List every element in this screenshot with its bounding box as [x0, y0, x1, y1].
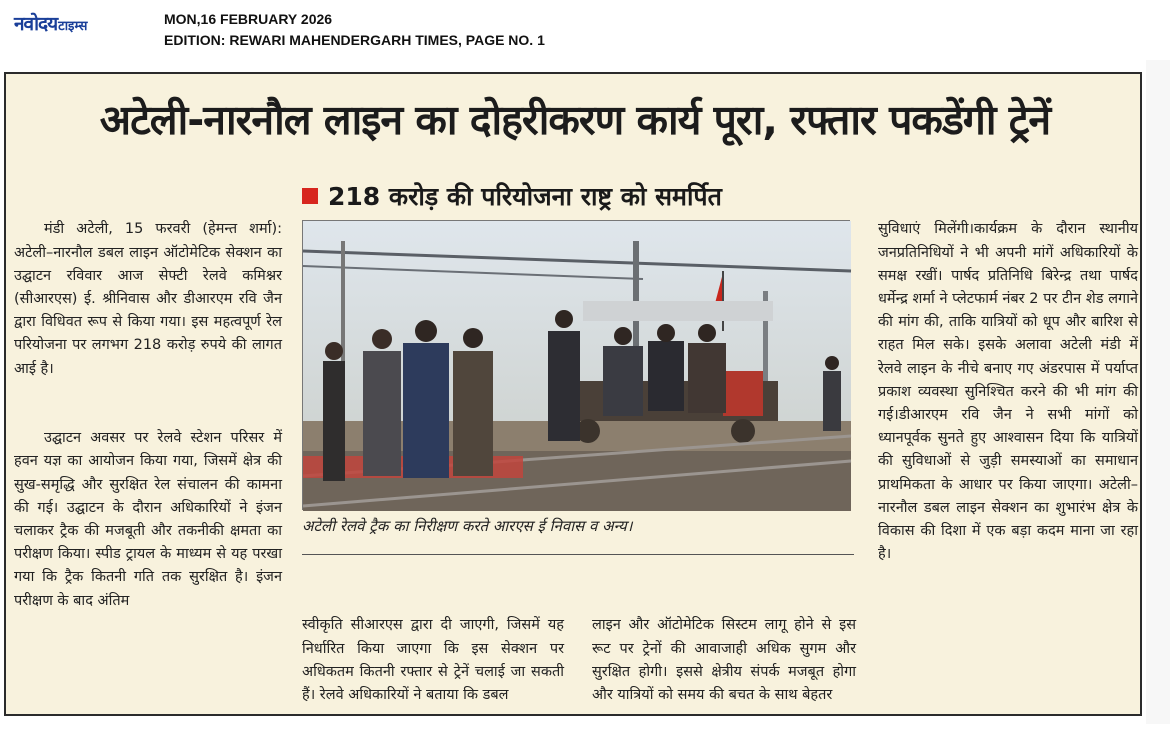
- article-column-mid-2: [592, 568, 861, 754]
- date-line: MON,16 FEBRUARY 2026: [164, 11, 333, 27]
- edition-line: EDITION: REWARI MAHENDERGARH TIMES, PAGE NO. 1: [164, 32, 545, 48]
- logo-sub-text: टाइम्स: [58, 19, 88, 34]
- divider: [302, 554, 854, 555]
- epaper-top-bar: [0, 0, 1170, 60]
- sub-headline: [302, 176, 862, 216]
- paragraph: लाइन और ऑटोमेटिक सिस्टम लागू होने से इस रूट पर ट्रेनों की आवाजाही अधिक सुगम और सुरक्षित होगी। इससे क्षेत्रीय संपर्क मजबूत होगा और यात्रियों को समय की बचत के साथ बेहतर: [592, 617, 861, 704]
- red-square-icon: [302, 188, 318, 204]
- article-column-left: [14, 172, 287, 659]
- paragraph: स्वीकृति सीआरएस द्वारा दी जाएगी, जिसमें यह निर्धारित किया जाएगा कि इस सेक्शन पर अधिकतम कितनी रफ्तार से ट्रेनें चलाई जा सकती हैं। रेलवे अधिकारियों ने बताया कि डबल: [302, 617, 569, 704]
- paragraph: मंडी अटेली, 15 फरवरी (हेमन्त शर्मा): अटेली–नारनौल डबल लाइन ऑटोमेटिक सेक्शन का उद्घाटन रविवार आज सेफ्टी रेलवे कमिश्नर (सीआरएस) ई. श्रीनिवास और डीआरएम रवि जैन द्वारा विधिवत रूप से किया गया। इस महत्वपूर्ण रेल परियोजना पर लगभग 218 करोड़ रुपये की लागत आई है।: [14, 221, 287, 377]
- logo-main-text: नवोदय: [14, 13, 58, 35]
- photo-caption: अटेली रेलवे ट्रैक का निरीक्षण करते आरएस ई निवास व अन्य।: [302, 517, 633, 535]
- page-margin-strip: [1146, 60, 1170, 724]
- publication-logo[interactable]: [14, 10, 136, 34]
- edition-meta: [164, 9, 545, 51]
- newspaper-clipping: [4, 72, 1142, 716]
- sub-headline-text: 218 करोड़ की परियोजना राष्ट्र को समर्पित: [328, 182, 722, 211]
- article-headline: अटेली-नारनौल लाइन का दोहरीकरण कार्य पूरा, रफ्तार पकडेंगी ट्रेनें: [99, 96, 1051, 144]
- article-photo[interactable]: [302, 220, 850, 510]
- article-column-right: [878, 172, 1143, 613]
- paragraph: उद्घाटन अवसर पर रेलवे स्टेशन परिसर में हवन यज्ञ का आयोजन किया गया, जिसमें क्षेत्र की सुख-समृद्धि और सुरक्षित रेल संचालन की कामना की गई। उद्घाटन के दौरान अधिकारियों ने इंजन चलाकर ट्रैक की मजबूती और तकनीकी क्षमता का परीक्षण किया। स्पीड ट्रायल के माध्यम से यह परखा गया कि ट्रैक कितनी गति तक सुरक्षित है। इंजन परीक्षण के बाद अंतिम: [14, 430, 287, 609]
- article-column-mid-1: [302, 568, 569, 754]
- railway-inspection-photo: [303, 221, 851, 511]
- paragraph: सुविधाएं मिलेंगी।कार्यक्रम के दौरान स्थानीय जनप्रतिनिधियों ने भी अपनी मांगें अधिकारियों के समक्ष रखीं। पार्षद प्रतिनिधि बिरेन्द्र तथा पार्षद धर्मेन्द्र शर्मा ने प्लेटफार्म नंबर 2 पर टीन शेड लगाने की मांग की, ताकि यात्रियों को धूप और बारिश से राहत मिल सके। इसके अलावा अटेली मंडी में रेलवे लाइन के नीचे बनाए गए अंडरपास में पर्याप्त प्रकाश व्यवस्था सुनिश्चित करने की भी मांग की गई।डीआरएम रवि जैन ने सभी मांगों को ध्यानपूर्वक सुनते हुए आश्वासन दिया कि यात्रियों की सुविधाओं से जुड़ी समस्याओं का समाधान प्राथमिकता के आधार पर किया जाएगा। अटेली–नारनौल डबल लाइन सेक्शन का शुभारंभ क्षेत्र के विकास की दिशा में एक बड़ा कदम माना जा रहा है।: [878, 221, 1143, 563]
